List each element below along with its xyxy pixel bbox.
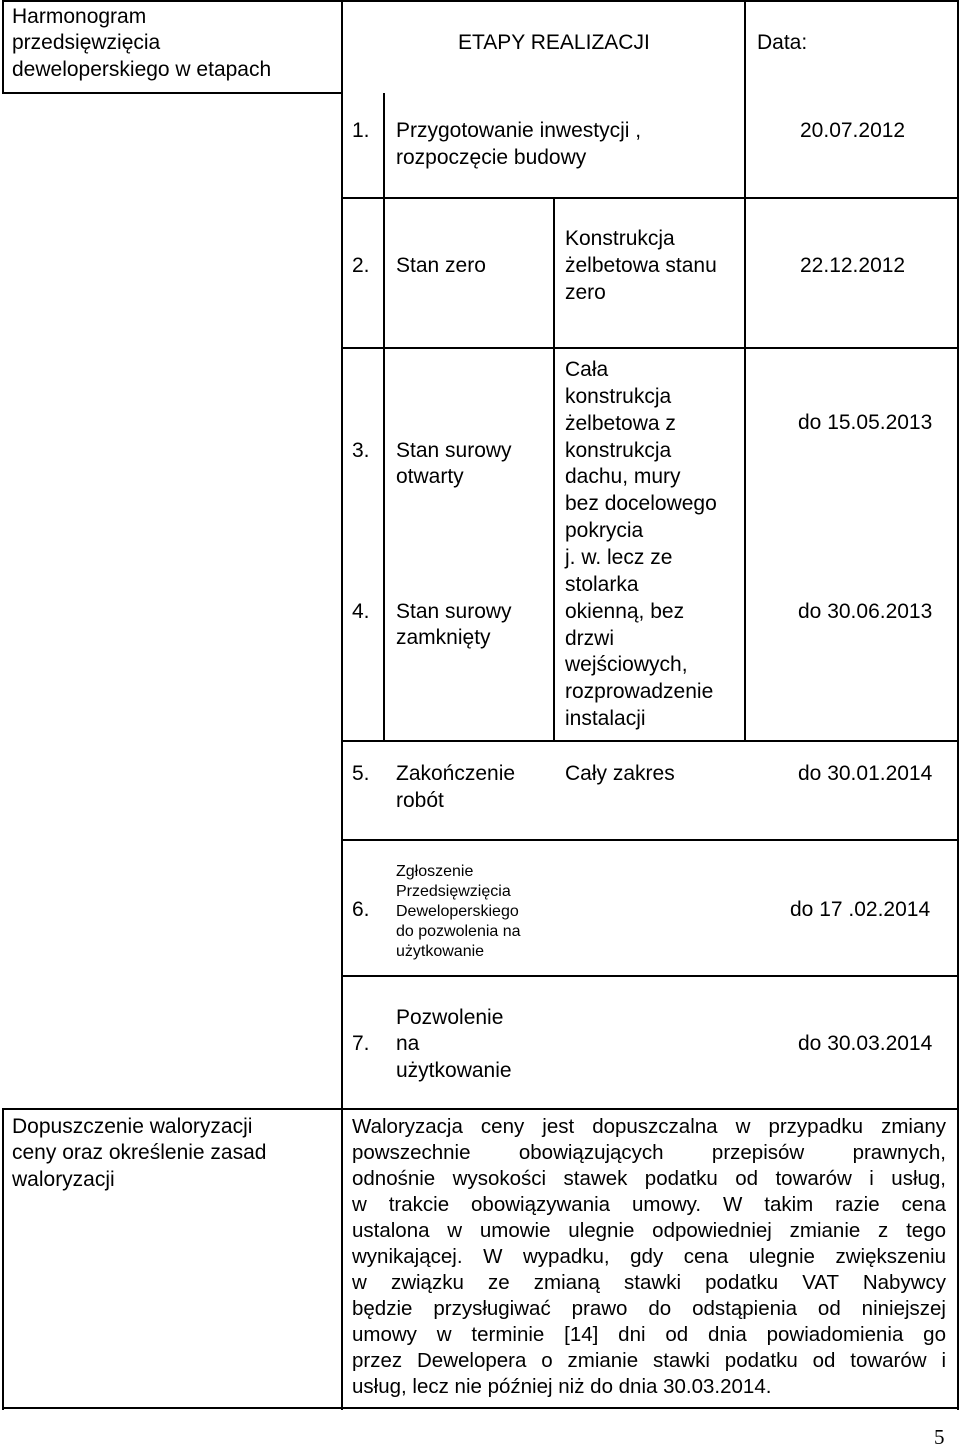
grid-line [342,347,958,349]
grid-line [342,839,958,841]
grid-line [553,198,555,741]
stage-name: do pozwolenia na [396,923,521,940]
stage-name: Stan surowy [396,439,512,462]
grid-line [2,92,342,94]
valorization-text-line: Waloryzacja ceny jest dopuszczalna w przypadku zmiany [352,1115,946,1138]
grid-line [957,0,959,1410]
desc-line: j. w. lecz ze [565,546,673,569]
grid-line [342,197,958,199]
grid-line [341,0,343,1410]
stage-name: zamknięty [396,626,491,649]
stage-date: do 17 .02.2014 [790,898,931,921]
page-number: 5 [934,1425,945,1449]
stage-name: Stan zero [396,254,486,277]
stage-name: otwarty [396,465,464,488]
valorization-text-line: ustalona w umowie ulegnie odpowiedniej zmianie z tego [352,1219,946,1242]
stage-description: Cały zakres [565,762,675,785]
stage-date: 20.07.2012 [800,119,906,142]
stage-name: użytkowanie [396,1059,512,1082]
valorization-text-line: w związku ze zmianą stawki podatku VAT Nabywcy [352,1271,946,1294]
row-number: 2. [352,254,370,277]
desc-line: drzwi [565,627,615,650]
valorization-text-line: odnośnie wysokości stawek podatku od towarów i usług, [352,1167,946,1190]
schedule-title-line: Harmonogram [12,5,147,28]
valorization-label: waloryzacji [12,1168,115,1191]
stage-name: Deweloperskiego [396,903,519,920]
desc-line: Cała [565,358,609,381]
stage-name: użytkowanie [396,943,485,960]
valorization-text-line: w trakcie obowiązywania umowy. W takim razie cena [352,1193,946,1216]
stage-name: na [396,1032,420,1055]
desc-line: pokrycia [565,519,644,542]
stage-name: Zgłoszenie [396,863,474,880]
stage-name: robót [396,789,444,812]
valorization-text-line: umowy w terminie [14] dni od dnia powiadomienia go [352,1323,946,1346]
grid-line [744,2,746,741]
row-number: 5. [352,762,370,785]
stages-header: ETAPY REALIZACJI [458,31,650,54]
valorization-text-line: przez Dewelopera o zmianie stawki podatku od towarów i [352,1349,946,1372]
stage-date: 22.12.2012 [800,254,906,277]
stage-name: Przedsięwzięcia [396,883,511,900]
grid-line [2,1108,4,1410]
grid-line [2,1407,958,1409]
stage-description: żelbetowa stanu [565,254,717,277]
desc-line: konstrukcja [565,385,672,408]
stage-name: Pozwolenie [396,1006,504,1029]
schedule-title-line: przedsięwzięcia [12,31,161,54]
stage-name: Stan surowy [396,600,512,623]
desc-line: wejściowych, [565,653,688,676]
stage-date: do 30.01.2014 [798,762,933,785]
row-number: 4. [352,600,370,623]
row-number: 7. [352,1032,370,1055]
date-header: Data: [757,31,808,54]
row-number: 1. [352,119,370,142]
schedule-title-line: deweloperskiego w etapach [12,58,272,81]
row-number: 3. [352,439,370,462]
valorization-label: ceny oraz określenie zasad [12,1141,267,1164]
desc-line: rozprowadzenie [565,680,714,703]
stage-name: Zakończenie [396,762,516,785]
valorization-text-line: powszechnie obowiązujących przepisów prawnych, [352,1141,946,1164]
desc-line: dachu, mury [565,465,681,488]
row-number: 6. [352,898,370,921]
grid-line [342,975,958,977]
desc-line: bez docelowego [565,492,717,515]
desc-line: żelbetowa z [565,412,676,435]
valorization-text-line: usług, lecz nie później niż do dnia 30.03.2014. [352,1375,772,1398]
valorization-label: Dopuszczenie waloryzacji [12,1115,253,1138]
stage-name: Przygotowanie inwestycji , [396,119,642,142]
stage-date: do 30.06.2013 [798,600,933,623]
grid-line [2,0,4,93]
stage-date: do 30.03.2014 [798,1032,933,1055]
stage-description: Konstrukcja [565,227,675,250]
desc-line: konstrukcja [565,439,672,462]
grid-line [2,0,958,2]
stage-description: zero [565,281,606,304]
stage-name: rozpoczęcie budowy [396,146,587,169]
grid-line [383,93,385,741]
valorization-text-line: będzie przysługiwać prawo do odstąpienia od niniejszej [352,1297,946,1320]
desc-line: okienną, bez [565,600,685,623]
stage-date: do 15.05.2013 [798,411,933,434]
valorization-text-line: wynikającej. W wypadku, gdy cena ulegnie zwiększeniu [352,1245,946,1268]
grid-line [342,740,958,742]
desc-line: stolarka [565,573,639,596]
desc-line: instalacji [565,707,646,730]
grid-line [2,1108,958,1110]
